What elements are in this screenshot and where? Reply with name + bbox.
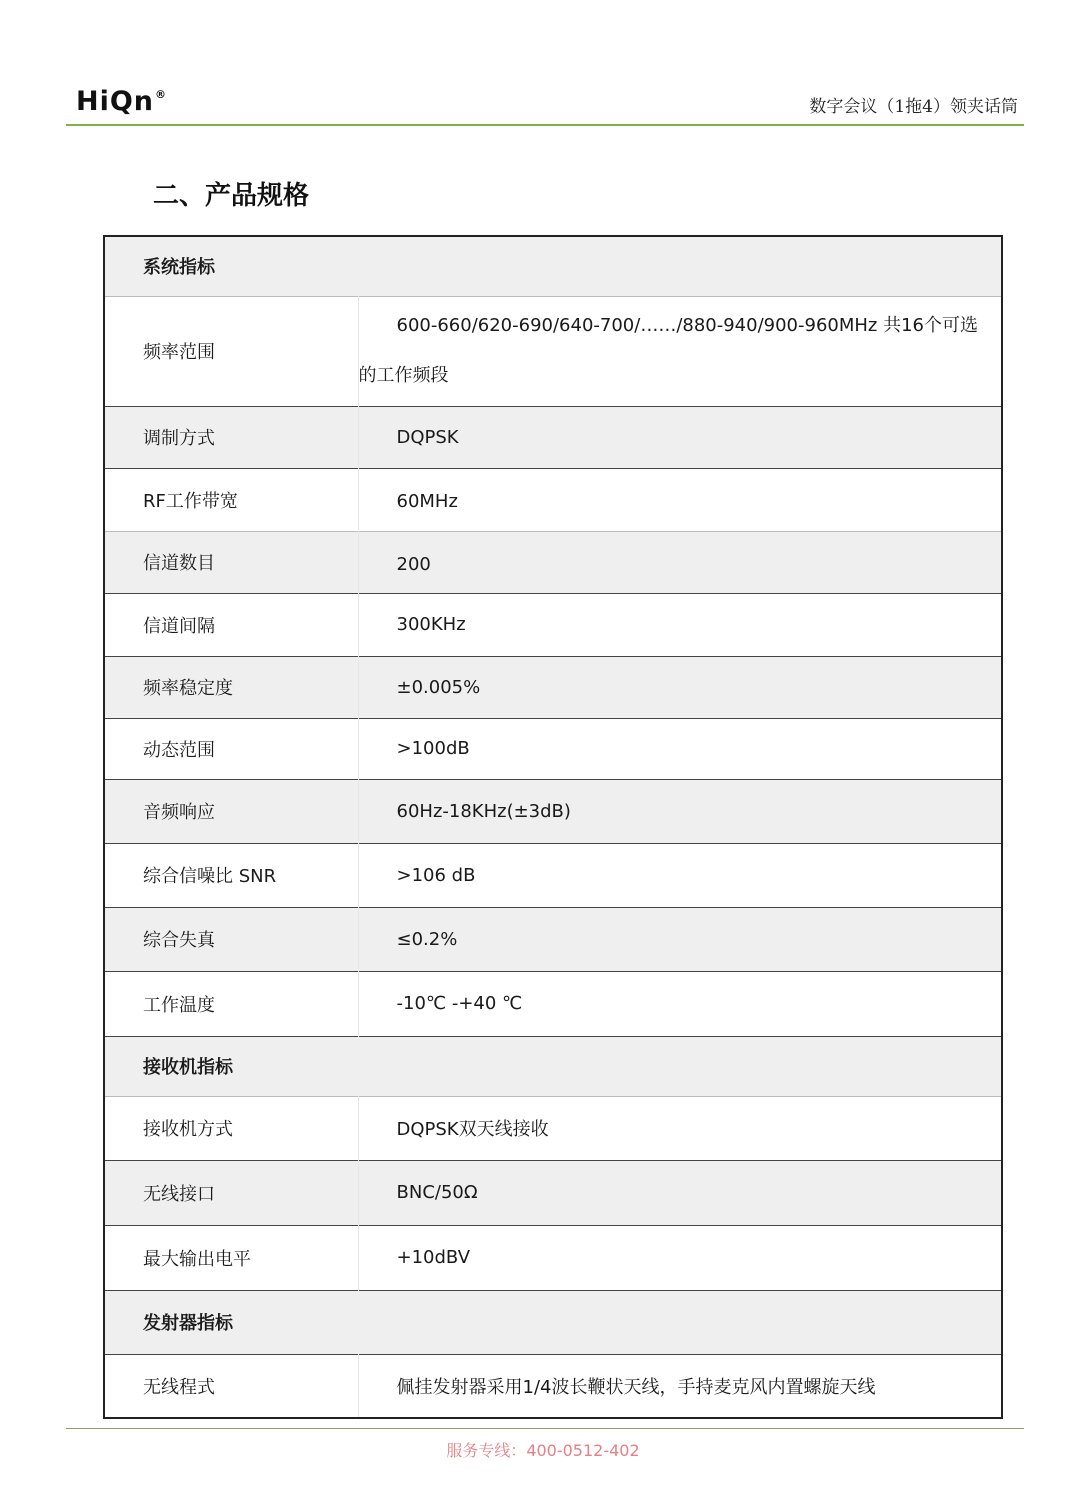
table-row	[104, 718, 1002, 779]
row-label: 频率范围	[104, 296, 358, 406]
section-title: 二、产品规格	[153, 181, 310, 211]
group-title: 系统指标	[104, 236, 1002, 296]
table-row	[104, 1354, 1002, 1418]
row-value: 佩挂发射器采用1/4波长鞭状天线，手持麦克风内置螺旋天线	[396, 1376, 876, 1398]
row-label: 音频响应	[104, 779, 358, 843]
spec-table	[103, 235, 1003, 1419]
document-title: 数字会议（1拖4）领夹话筒	[809, 97, 1018, 117]
row-label: RF工作带宽	[104, 468, 358, 531]
group-title: 接收机指标	[104, 1036, 1002, 1096]
row-label: 信道数目	[104, 531, 358, 593]
row-value: 200	[358, 531, 1002, 593]
group-header-receiver	[104, 1036, 1002, 1096]
row-value: DQPSK双天线接收	[396, 1119, 549, 1140]
table-row	[104, 779, 1002, 843]
table-row	[104, 1225, 1002, 1290]
value-line-2: 的工作频段	[358, 365, 449, 386]
row-label: 工作温度	[104, 971, 358, 1036]
row-value: 60Hz-18KHz(±3dB)	[358, 779, 1002, 843]
table-row	[104, 531, 1002, 593]
table-row	[104, 296, 1002, 406]
row-value: BNC/50Ω	[358, 1160, 1002, 1225]
row-label: 信道间隔	[104, 593, 358, 656]
row-label: 接收机方式	[104, 1096, 358, 1160]
row-label: 综合失真	[104, 907, 358, 971]
row-label: 动态范围	[104, 718, 358, 779]
row-label: 无线程式	[104, 1354, 358, 1418]
brand-logo	[76, 86, 167, 117]
row-label: 频率稳定度	[104, 656, 358, 718]
row-value: +10dBV	[396, 1247, 471, 1268]
row-label: 最大输出电平	[104, 1225, 358, 1290]
table-row	[104, 1160, 1002, 1225]
row-value: DQPSK	[358, 406, 1002, 468]
group-header-system	[104, 236, 1002, 296]
service-hotline: 服务专线：400-0512-402	[446, 1441, 640, 1460]
row-value: ±0.005%	[358, 656, 1002, 718]
row-value	[358, 296, 1002, 406]
table-row	[104, 593, 1002, 656]
logo-text: HiQn	[76, 86, 155, 117]
row-value: >100dB	[396, 738, 470, 759]
row-value: 60MHz	[396, 490, 458, 512]
table-row	[104, 907, 1002, 971]
row-value: ≤0.2%	[358, 907, 1002, 971]
group-header-transmitter	[104, 1290, 1002, 1354]
registered-mark: ®	[155, 88, 168, 101]
footer-divider	[66, 1428, 1024, 1429]
table-row	[104, 843, 1002, 907]
row-value: >106 dB	[396, 864, 476, 886]
table-row	[104, 468, 1002, 531]
table-row	[104, 1096, 1002, 1160]
row-label: 综合信噪比 SNR	[104, 843, 358, 907]
row-label: 调制方式	[104, 406, 358, 468]
group-title: 发射器指标	[104, 1290, 1002, 1354]
table-row	[104, 971, 1002, 1036]
page-header	[66, 80, 1024, 126]
row-value: -10℃ -+40 ℃	[396, 993, 523, 1014]
table-row	[104, 406, 1002, 468]
value-line-1: 600-660/620-690/640-700/……/880-940/900-960MHz 共16个可选	[396, 315, 979, 336]
row-value: 300KHz	[396, 614, 466, 635]
table-row	[104, 656, 1002, 718]
row-label: 无线接口	[104, 1160, 358, 1225]
